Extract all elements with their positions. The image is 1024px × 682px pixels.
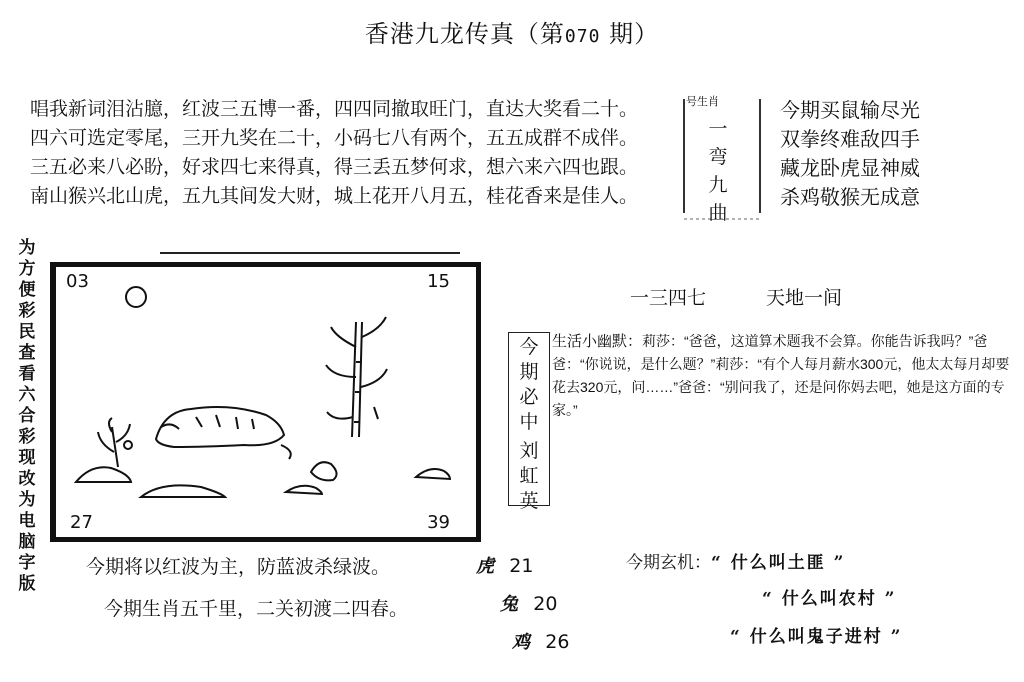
- xuanji-riddle: “ 什么叫农村 ”: [762, 589, 897, 609]
- tiger-icon: [156, 407, 291, 459]
- side-char: 现: [18, 448, 36, 468]
- xuanji-row: [626, 548, 845, 573]
- right-line: 双拳终难敌四手: [780, 127, 920, 151]
- title-prefix: 香港九龙传真（第: [364, 20, 565, 48]
- right-line: 今期买鼠输尽光: [780, 98, 920, 122]
- side-char: 查: [18, 343, 36, 363]
- poem-block: [30, 95, 680, 211]
- must-win-box: [508, 332, 550, 512]
- humor-paragraph: [552, 330, 1012, 422]
- right-verse: [780, 96, 920, 212]
- side-vertical-notice: [10, 238, 44, 595]
- bottom-line-2: 今期生肖五千里，二关初渡二四春。: [104, 598, 409, 620]
- name-char: 虹: [519, 465, 539, 487]
- name-char: 刘: [519, 440, 539, 462]
- box-char: 曲: [708, 202, 728, 224]
- corner-number-top-right: 15: [427, 271, 450, 292]
- side-char: 版: [18, 574, 36, 594]
- pick-zodiac: 鸡: [512, 632, 530, 653]
- flower-icon: [98, 418, 132, 467]
- pick-row: [512, 628, 569, 654]
- right-line: 藏龙卧虎显神威: [780, 156, 920, 180]
- side-char: 字: [18, 553, 36, 573]
- panel-top-rule: [160, 252, 460, 254]
- pick-zodiac: 虎: [476, 556, 494, 577]
- author-name: [515, 439, 543, 514]
- name-char: 英: [519, 490, 539, 512]
- must-win-char: 今: [519, 336, 539, 358]
- poem-line: 唱我新词泪沾臆，红波三五博一番，四四同撤取旺门，直达大奖看二十。: [30, 98, 639, 120]
- illustration-panel: [50, 262, 481, 542]
- side-char: 六: [18, 385, 36, 405]
- pick-number: 20: [533, 593, 558, 615]
- box-char: 一: [708, 118, 728, 140]
- corner-number-bottom-right: 39: [427, 512, 450, 533]
- box-char: 九: [708, 174, 728, 196]
- side-char: 彩: [18, 301, 36, 321]
- xuanji-label: 今期玄机：: [626, 553, 711, 573]
- title-suffix: 期）: [609, 20, 660, 48]
- right-line: 杀鸡敬猴无成意: [780, 185, 920, 209]
- side-char: 电: [18, 511, 36, 531]
- zodiac-hint-box: [676, 93, 764, 225]
- side-char: 彩: [18, 427, 36, 447]
- corner-number-top-left: 03: [66, 271, 89, 292]
- box-vertical-text: [706, 115, 730, 227]
- tiger-bamboo-drawing: [56, 267, 470, 531]
- side-char: 改: [18, 469, 36, 489]
- poem-line: 南山猴兴北山虎，五九其间发大财，城上花开八月五，桂花香来是佳人。: [30, 185, 639, 207]
- must-win-char: 期: [519, 361, 539, 383]
- side-char: 为: [18, 238, 36, 258]
- pick-zodiac: 兔: [500, 594, 518, 615]
- moon-icon: [126, 287, 146, 307]
- pick-number: 26: [545, 631, 570, 653]
- pick-row: [476, 552, 533, 578]
- bamboo-icon: [326, 317, 387, 437]
- bottom-line-1: 今期将以红波为主，防蓝波杀绿波。: [86, 556, 391, 578]
- side-char: 便: [18, 280, 36, 300]
- box-char: 弯: [708, 146, 728, 168]
- side-char: 看: [18, 364, 36, 384]
- poem-line: 四六可选定零尾，三开九奖在二十，小码七八有两个，五五成群不成伴。: [30, 127, 639, 149]
- humor-text: 莉莎：“爸爸，这道算术题我不会算。你能告诉我吗？”爸爸：“你说说，是什么题？”莉莎：“有个人每月薪水300元，他太太每月却要花去320元，问……”爸爸：“别问我了，还是问你妈去吧，她是这方面的专家。”: [552, 333, 1010, 418]
- side-char: 民: [18, 322, 36, 342]
- issue-number: 070: [564, 26, 601, 47]
- humor-lead: 生活小幽默：: [552, 332, 643, 350]
- must-win-char: 必: [519, 386, 539, 408]
- side-char: 为: [18, 490, 36, 510]
- corner-number-bottom-left: 27: [70, 512, 93, 533]
- side-char: 合: [18, 406, 36, 426]
- pick-row: [500, 590, 557, 616]
- poem-line: 三五必来八必盼，好求四七来得真，得三丢五梦何求，想六来六四也跟。: [30, 156, 639, 178]
- rocks-icon: [76, 462, 450, 497]
- side-char: 脑: [18, 532, 36, 552]
- pick-number: 21: [509, 555, 534, 577]
- side-char: 方: [18, 259, 36, 279]
- xuanji-riddle: “ 什么叫鬼子进村 ”: [730, 627, 903, 647]
- must-win-char: 中: [519, 411, 539, 433]
- key-numbers-right: 天地一间: [766, 287, 843, 309]
- page-title: [0, 14, 1024, 49]
- box-header: 号生肖: [686, 95, 719, 108]
- xuanji-riddle: “ 什么叫土匪 ”: [711, 553, 846, 573]
- key-numbers: [630, 283, 842, 310]
- must-win-text: [515, 335, 543, 435]
- key-numbers-left: 一三四七: [630, 287, 707, 309]
